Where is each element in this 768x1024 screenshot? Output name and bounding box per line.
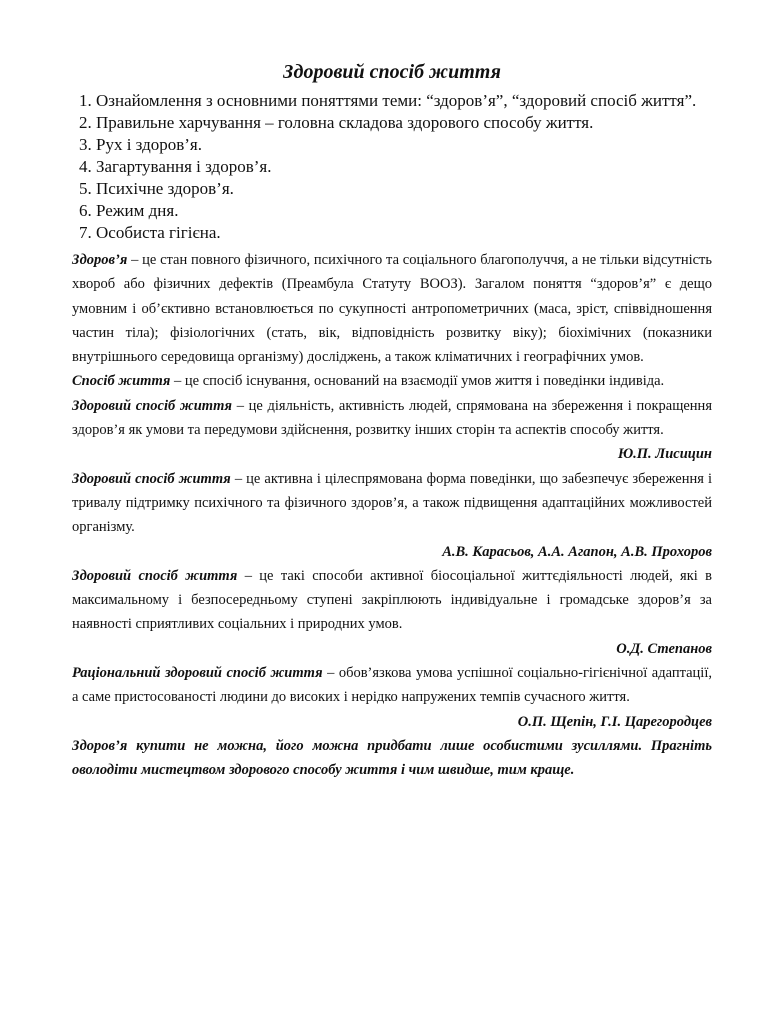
- topic-item: 6. Режим дня.: [96, 200, 712, 222]
- page-title: Здоровий спосіб життя: [283, 61, 501, 83]
- topic-item: 1. Ознайомлення з основними поняттями теми: “здоров’я”, “здоровий спосіб життя”.: [96, 90, 712, 112]
- definition-text: – це діяльність, активність людей, спрямована на збереження і покращення здоров’я як умови та передумови здійснення, розвитку інших сторін та аспектів способу життя.: [72, 397, 712, 439]
- definition-term: Здоров’я: [72, 252, 128, 268]
- topics-list: [72, 90, 712, 244]
- definition-author: А.В. Карасьов, А.А. Агапон, А.В. Прохоров: [442, 543, 712, 560]
- definition-author: О.П. Щепін, Г.І. Царегородцев: [517, 713, 712, 730]
- definition-term: Здоровий спосіб життя: [72, 567, 238, 584]
- definition-health: [72, 248, 712, 369]
- definition-term: Раціональний здоровий спосіб життя: [72, 665, 323, 682]
- definition-author: О.Д. Степанов: [616, 640, 712, 657]
- definition-text: – це стан повного фізичного, психічного та соціального благополуччя, а не тільки відсутність хвороб або фізичних дефектів (Преамбула Статуту ВООЗ). Загалом поняття “здоров’я” є дещо умовним і об’єктивно встановлюється по сукупності антропометричних (маса, зріст, співвідношення частин тіла); фізіологічних (стать, вік, відповідність розвитку віку); біохімічних (показники внутрішнього середовища організму) досліджень, а також кліматичних і географічних умов.: [72, 252, 712, 366]
- definition-lifestyle: [72, 369, 712, 393]
- topic-item: 5. Психічне здоров’я.: [96, 178, 712, 200]
- closing-quote: Здоров’я купити не можна, його можна придбати лише особистими зусиллями. Прагніть оволодіти мистецтвом здорового способу життя і чим швидше, тим краще.: [72, 737, 712, 779]
- definition-text: – це активна і цілеспрямована форма поведінки, що забезпечує збереження і тривалу підтримку психічного та фізичного здоров’я, а також підвищення адаптаційних можливостей організму.: [72, 470, 712, 536]
- topic-item: 3. Рух і здоров’я.: [96, 134, 712, 156]
- definition-text: – це такі способи активної біосоціальної життєдіяльності людей, які в максимальному і безпосередньому ступені закріплюють індивідуальне і громадське здоров’я за наявності сприятливих соціальних і природних умов.: [72, 567, 712, 633]
- definition-healthy-lifestyle-3: [72, 564, 712, 637]
- topic-item: 2. Правильне харчування – головна складова здорового способу життя.: [96, 112, 712, 134]
- definition-term: Спосіб життя: [72, 373, 171, 390]
- definition-text: – обов’язкова умова успішної соціально-гігієнічної адаптації, а саме пристосованості людини до високих і нерідко напружених темпів сучасного життя.: [72, 665, 712, 706]
- document-page: [72, 60, 712, 783]
- definition-text: – це спосіб існування, оснований на взаємодії умов життя і поведінки індивіда.: [170, 373, 665, 390]
- topic-item: 7. Особиста гігієна.: [96, 222, 712, 244]
- topic-item: 4. Загартування і здоров’я.: [96, 156, 712, 178]
- definition-author: Ю.П. Лисицин: [617, 446, 712, 463]
- definition-healthy-lifestyle-2: [72, 467, 712, 540]
- definition-healthy-lifestyle-1: [72, 394, 712, 443]
- definition-term: Здоровий спосіб життя: [72, 470, 231, 487]
- definition-rational-lifestyle: [72, 661, 712, 710]
- definition-term: Здоровий спосіб життя: [72, 397, 233, 414]
